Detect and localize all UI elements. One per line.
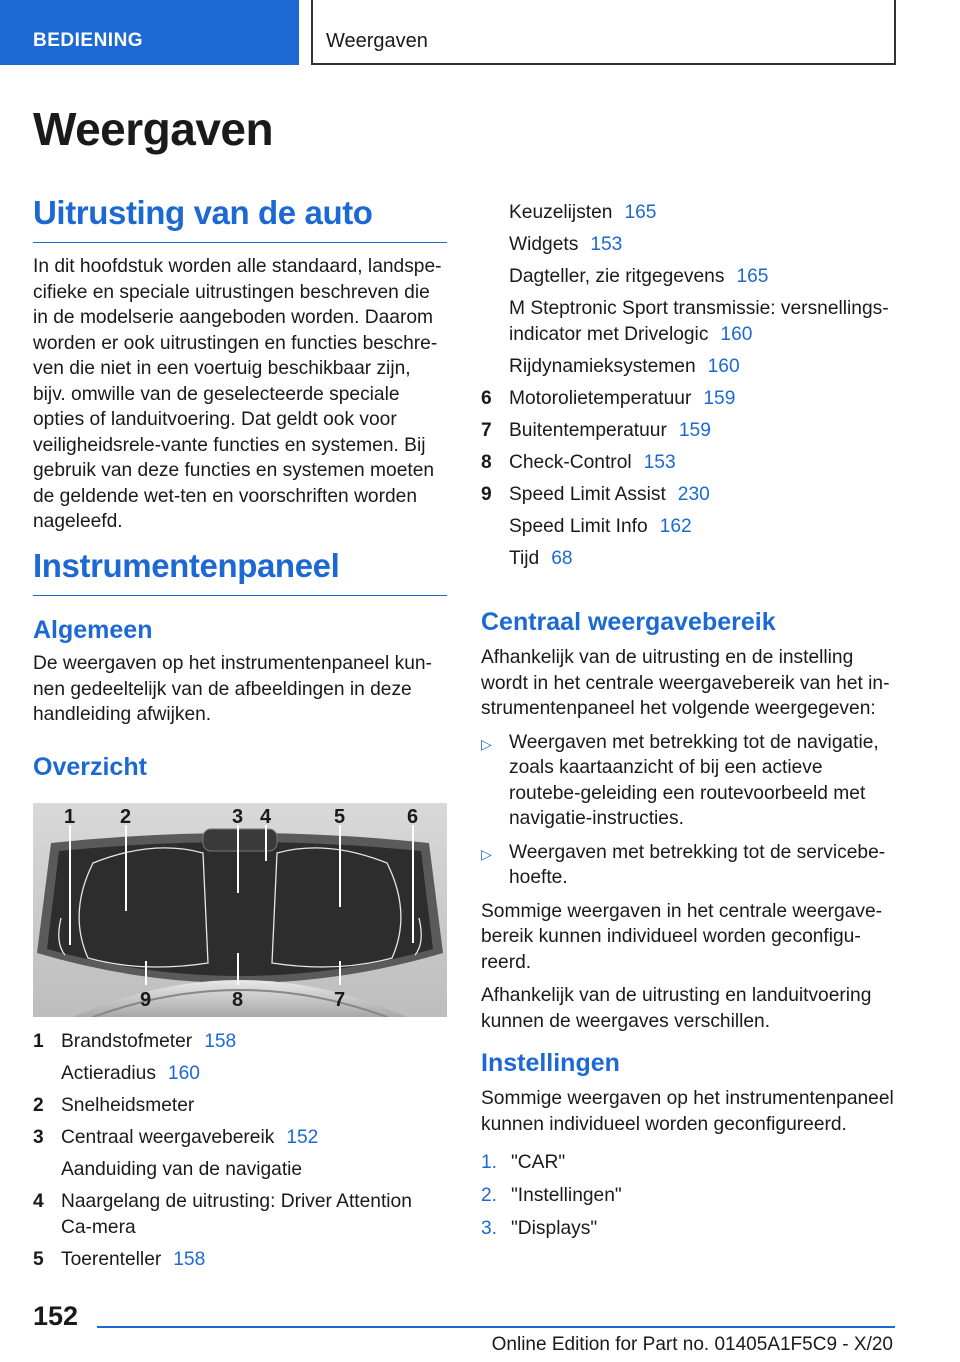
edition-text: Online Edition for Part no. 01405A1F5C9 - X/20: [491, 1334, 893, 1355]
page-number: 152: [33, 1301, 79, 1331]
callout-4: 4: [260, 806, 272, 828]
triangle-bullet-icon: ▷: [481, 845, 492, 862]
overview-list-left: [33, 1029, 447, 1279]
equipment-text: [33, 254, 447, 543]
page-ref-link[interactable]: 152: [286, 1127, 319, 1148]
bullet-item: ▷ Weergaven met betrekking tot de navigatie, zoals kaartaanzicht of bij een actieve routebe-geleiding een routevoorbeeld met navigatie-instructies.: [481, 731, 879, 829]
list-item: Widgets 153: [509, 234, 623, 255]
list-item: Aanduiding van de navigatie: [61, 1159, 303, 1180]
page-ref-link[interactable]: 160: [167, 1063, 200, 1084]
heading-general: Algemeen: [33, 616, 153, 644]
list-item: 3 Centraal weergavebereik 152: [33, 1127, 319, 1148]
footer-divider: [97, 1326, 895, 1328]
cluster-screen: [47, 842, 433, 976]
equipment-paragraph: In dit hoofdstuk worden alle standaard, landspe-cifieke en speciale uitrustingen beschreven die in de modelserie aangeboden worden. Daarom worden er ook uitrustingen en functies beschre-ven die niet in een voertuig beschikbaar zijn, bijv. omwille van de geselecteerde speciale opties of landuitvoering. Dat geldt ook voor veiligheidsrele-vante functies en systemen. Bij gebruik van deze functies en systemen moeten de geldende wet-ten en voorschriften worden nageleefd.: [33, 256, 442, 532]
section-label: BEDIENING: [33, 30, 144, 51]
step-item: 1. "CAR": [481, 1152, 566, 1173]
list-item: 5 Toerenteller 158: [33, 1248, 206, 1270]
list-item: 1 Brandstofmeter 158: [33, 1031, 237, 1052]
list-item: 4 Naargelang de uitrusting: Driver Attention Ca-mera: [33, 1191, 412, 1238]
list-item: 2 Snelheidsmeter: [33, 1095, 195, 1116]
section-tab: [0, 0, 299, 65]
callout-3: 3: [232, 806, 244, 828]
heading-equipment: Uitrusting van de auto: [33, 194, 447, 243]
general-text: [33, 651, 447, 736]
page-ref-link[interactable]: 153: [590, 234, 623, 255]
list-item: Keuzelijsten 165: [509, 202, 657, 223]
step-item: 2. "Instellingen": [481, 1185, 622, 1206]
heading-central-display: Centraal weergavebereik: [481, 608, 776, 636]
page-ref-link[interactable]: 165: [624, 202, 657, 223]
chapter-tab: [311, 0, 896, 65]
list-item: Speed Limit Info 162: [509, 515, 692, 537]
list-item: Actieradius 160: [61, 1063, 200, 1084]
list-item: Rijdynamieksystemen 160: [509, 355, 740, 377]
page-ref-link[interactable]: 162: [659, 515, 692, 537]
page-ref-link[interactable]: 68: [551, 547, 573, 569]
list-item: M Steptronic Sport transmissie: versnellings-indicator met Drivelogic 160: [509, 298, 889, 345]
callout-2: 2: [120, 806, 132, 828]
bullet-item: ▷ Weergaven met betrekking tot de servicebe-hoefte.: [481, 841, 886, 888]
heading-settings: Instellingen: [481, 1049, 620, 1077]
central-text-3: Afhankelijk van de uitrusting en landuitvoering kunnen de weergaves verschillen.: [481, 985, 872, 1032]
overview-list-right: [481, 200, 895, 578]
triangle-bullet-icon: ▷: [481, 735, 492, 752]
page-title: Weergaven: [33, 103, 274, 155]
page-ref-link[interactable]: 158: [173, 1248, 206, 1270]
central-display-text: [481, 645, 895, 1042]
list-item: 8 Check-Control 153: [481, 451, 676, 473]
page-ref-link[interactable]: 159: [703, 387, 736, 409]
page-ref-link[interactable]: 158: [204, 1031, 237, 1052]
list-item: 7 Buitentemperatuur 159: [481, 419, 711, 441]
callout-7: 7: [334, 989, 346, 1011]
page-ref-link[interactable]: 165: [736, 266, 769, 287]
settings-paragraph: Sommige weergaven op het instrumentenpaneel kunnen individueel worden geconfigureerd.: [481, 1088, 894, 1135]
page-ref-link[interactable]: 230: [677, 483, 710, 505]
page-ref-link[interactable]: 160: [707, 355, 740, 377]
heading-instrument-panel: Instrumentenpaneel: [33, 547, 447, 596]
settings-text: [481, 1086, 895, 1145]
central-intro: Afhankelijk van de uitrusting en de instelling wordt in het centrale weergavebereik van het in-strumentenpaneel het volgende weergegeven:: [481, 647, 890, 719]
general-paragraph: De weergaven op het instrumentenpaneel kun-nen gedeeltelijk van de afbeeldingen in deze handleiding afwijken.: [33, 653, 432, 725]
instrument-cluster-figure: [33, 803, 447, 1017]
page-ref-link[interactable]: 159: [678, 419, 711, 441]
central-text-2: Sommige weergaven in het centrale weergave-bereik kunnen individueel worden geconfigu-reerd.: [481, 900, 883, 973]
callout-1: 1: [64, 806, 76, 828]
chapter-label: Weergaven: [326, 30, 428, 52]
settings-steps: [481, 1150, 895, 1249]
page-ref-link[interactable]: 160: [720, 323, 753, 345]
callout-9: 9: [140, 989, 152, 1011]
list-item: Dagteller, zie ritgegevens 165: [509, 266, 769, 287]
list-item: 9 Speed Limit Assist 230: [481, 483, 710, 505]
callout-6: 6: [407, 806, 419, 828]
step-item: 3. "Displays": [481, 1218, 598, 1239]
callout-5: 5: [334, 806, 346, 828]
list-item: Tijd 68: [509, 547, 573, 569]
heading-overview: Overzicht: [33, 753, 147, 781]
page-ref-link[interactable]: 153: [643, 451, 676, 473]
callout-8: 8: [232, 989, 244, 1011]
list-item: 6 Motorolietemperatuur 159: [481, 387, 736, 409]
